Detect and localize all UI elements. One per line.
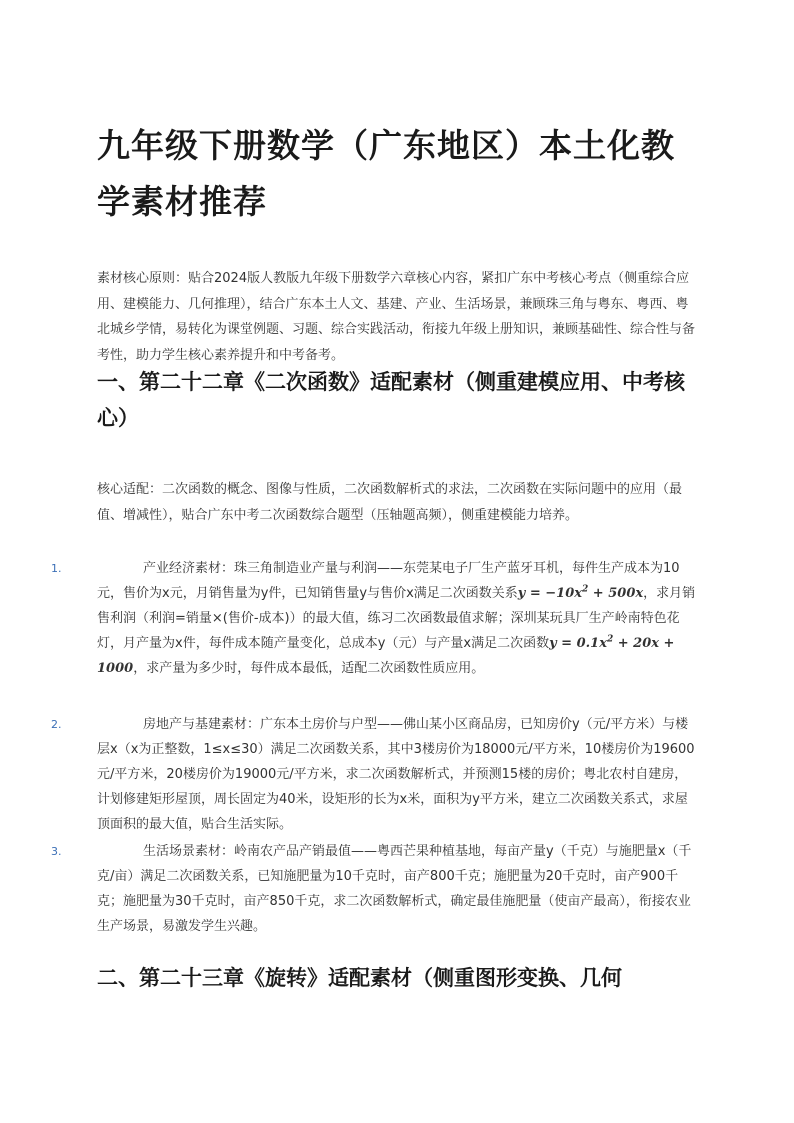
document-title: 九年级下册数学（广东地区）本土化教学素材推荐: [97, 126, 675, 221]
list-item-text: 生活场景素材：岭南农产品产销最值——粤西芒果种植基地，每亩产量y（千克）与施肥量x（千克/亩）满足二次函数关系，已知施肥量为10千克时，亩产800千克；施肥量为20千克时，亩产900千克；施肥量为30千克时，亩产850千克，求二次函数解析式，确定最佳施肥量（使亩产最高），衔接农业生产场景，易激发学生兴趣。: [97, 844, 692, 934]
list-item-number: 2.: [51, 718, 62, 731]
list-item-text: 产业经济素材：珠三角制造业产量与利润——东莞某电子厂生产蓝牙耳机，每件生产成本为10元，售价为x元，月销售量为y件，已知销售量y与售价x满足二次函数关系: [97, 561, 680, 601]
section-2-heading: 二、第二十三章《旋转》适配素材（侧重图形变换、几何: [97, 966, 622, 990]
formula-sales: $y = -10x^2 + 500x$: [517, 584, 644, 601]
list-item-text: 房地产与基建素材：广东本土房价与户型——佛山某小区商品房，已知房价y（元/平方米）与楼层x（x为正整数，1≤x≤30）满足二次函数关系，其中3楼房价为18000元/平方米，10楼房价为19600元/平方米，20楼房价为19000元/平方米，求二次函数解析式，并预测15楼的房价；粤北农村自建房，计划修建矩形屋顶，周长固定为40米，设矩形的长为x米，面积为y平方米，建立二次函数关系式，求屋顶面积的最大值，贴合生活实际。: [97, 717, 695, 832]
section-1-core: 核心适配：二次函数的概念、图像与性质，二次函数解析式的求法，二次函数在实际问题中的应用（最值、增减性），贴合广东中考二次函数综合题型（压轴题高频），侧重建模能力培养。: [97, 482, 683, 523]
formula-cost: $y = 0.1x^2 + 20x + 1000$: [97, 634, 675, 676]
list-item: [51, 712, 700, 837]
section-1-heading: 一、第二十二章《二次函数》适配素材（侧重建模应用、中考核心）: [97, 370, 685, 430]
list-item: [51, 556, 700, 681]
intro-paragraph: 素材核心原则：贴合2024版人教版九年级下册数学六章核心内容，紧扣广东中考核心考点（侧重综合应用、建模能力、几何推理），结合广东本土人文、基建、产业、生活场景，兼顾珠三角与粤东、粤西、粤北城乡学情，易转化为课堂例题、习题、综合实践活动，衔接九年级上册知识，兼顾基础性、综合性与备考性，助力学生核心素养提升和中考备考。: [97, 271, 696, 363]
list-item-text: ，求月销售利润（利润=销量×(售价-成本)）的最大值，练习二次函数最值求解；深圳某玩具厂生产岭南特色花灯，月产量为x件，每件成本随产量变化，总成本y（元）与产量x满足二次函数: [97, 586, 696, 651]
list-item-number: 3.: [51, 845, 62, 858]
list-item-text: ，求产量为多少时，每件成本最低，适配二次函数性质应用。: [133, 661, 485, 676]
list-item-number: 1.: [51, 562, 62, 575]
list-item: [51, 839, 700, 939]
